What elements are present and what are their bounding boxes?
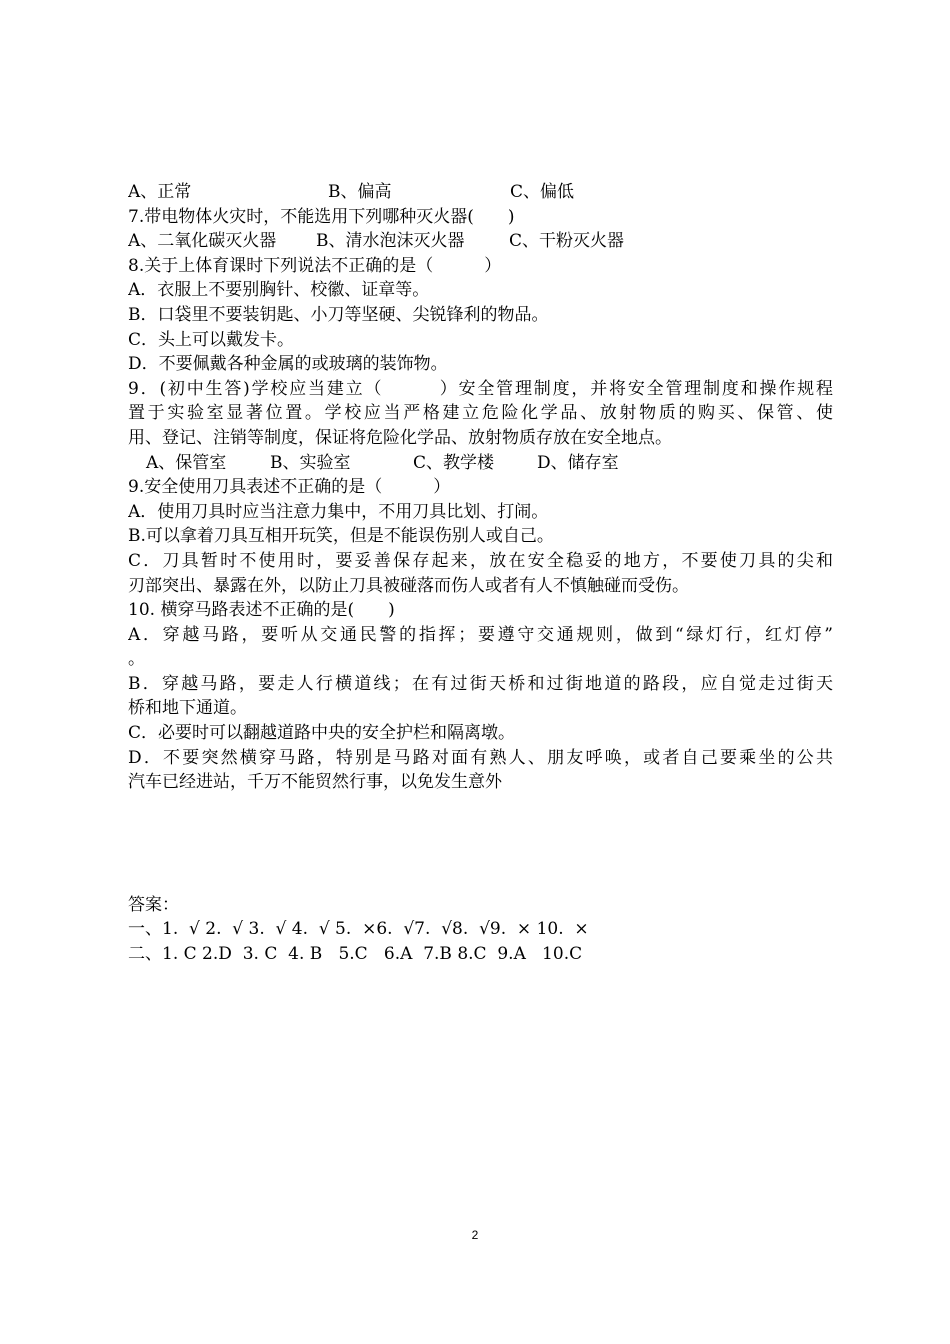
q6-option-c: C、偏低 <box>510 182 575 202</box>
q9a-stem-line: 9．(初中生答)学校应当建立（ ）安全管理制度，并将安全管理制度和操作规程 <box>128 378 833 399</box>
q7-options <box>128 229 833 254</box>
q8-option-a: A．衣服上不要别胸针、校徽、证章等。 <box>128 280 430 301</box>
q9a-option-a: A、保管室 <box>146 452 227 473</box>
q10-option-line: 桥和地下通道。 <box>128 698 247 719</box>
q9a-stem-line: 用、登记、注销等制度，保证将危险化学品、放射物质存放在安全地点。 <box>128 427 672 448</box>
q10-option-line: 。 <box>128 649 145 670</box>
q10-option-line: A．穿越马路，要听从交通民警的指挥；要遵守交通规则，做到“绿灯行，红灯停” <box>128 624 833 645</box>
q7-option-a: A、二氧化碳灭火器 <box>128 231 277 252</box>
answers-part-2: 二、1. C 2.D 3. C 4. B 5.C 6.A 7.B 8.C 9.A 10.C <box>128 944 583 965</box>
q7-option-c: C、干粉灭火器 <box>509 231 625 252</box>
q9a-options <box>128 451 833 476</box>
q7-stem: 7.带电物体火灾时，不能选用下列哪种灭火器( ) <box>128 206 515 227</box>
answers-part-1: 一、1. √ 2. √ 3. √ 4. √ 5. ×6. √7. √8. √9. × 10. × <box>128 919 589 940</box>
q8-option-c: C．头上可以戴发卡。 <box>128 329 295 350</box>
q8-stem: 8.关于上体育课时下列说法不正确的是（ ） <box>128 255 502 276</box>
spacer <box>128 795 833 893</box>
q9b-option-line: 刃部突出、暴露在外，以防止刀具被碰落而伤人或者有人不慎触碰而受伤。 <box>128 575 689 596</box>
q9b-option-line: C．刀具暂时不使用时，要妥善保存起来，放在安全稳妥的地方，不要使刀具的尖和 <box>128 550 833 571</box>
q9a-stem-line: 置于实验室显著位置。学校应当严格建立危险化学品、放射物质的购买、保管、使 <box>128 403 833 424</box>
q9b-stem: 9.安全使用刀具表述不正确的是（ ） <box>128 477 451 498</box>
q9a-option-c: C、教学楼 <box>413 452 495 473</box>
q8-option-b: B．口袋里不要装钥匙、小刀等坚硬、尖锐锋利的物品。 <box>128 304 549 325</box>
q9b-option-line: B.可以拿着刀具互相开玩笑，但是不能误伤别人或自己。 <box>128 526 554 547</box>
q9a-option-d: D、储存室 <box>537 452 619 473</box>
answers-heading: 答案： <box>128 894 179 915</box>
page-number: 2 <box>471 1228 479 1242</box>
q9b-option-line: A．使用刀具时应当注意力集中，不用刀具比划、打闹。 <box>128 501 549 522</box>
q10-option-line: D．不要突然横穿马路，特别是马路对面有熟人、朋友呼唤，或者自己要乘坐的公共 <box>128 747 833 768</box>
q10-option-line: 汽车已经进站，千万不能贸然行事，以免发生意外 <box>128 772 502 793</box>
q10-option-line: B．穿越马路，要走人行横道线；在有过街天桥和过街地道的路段，应自觉走过街天 <box>128 673 833 694</box>
q6-options <box>128 180 833 205</box>
q7-option-b: B、清水泡沫灭火器 <box>316 231 465 252</box>
q10-option-line: C．必要时可以翻越道路中央的安全护栏和隔离墩。 <box>128 723 516 744</box>
q10-stem: 10. 横穿马路表述不正确的是( ) <box>128 600 395 621</box>
q9a-option-b: B、实验室 <box>270 452 351 473</box>
q8-option-d: D．不要佩戴各种金属的或玻璃的装饰物。 <box>128 354 448 375</box>
q6-option-a: A、正常 <box>128 182 192 202</box>
q6-option-b: B、偏高 <box>328 182 392 202</box>
quiz-content <box>128 180 833 967</box>
